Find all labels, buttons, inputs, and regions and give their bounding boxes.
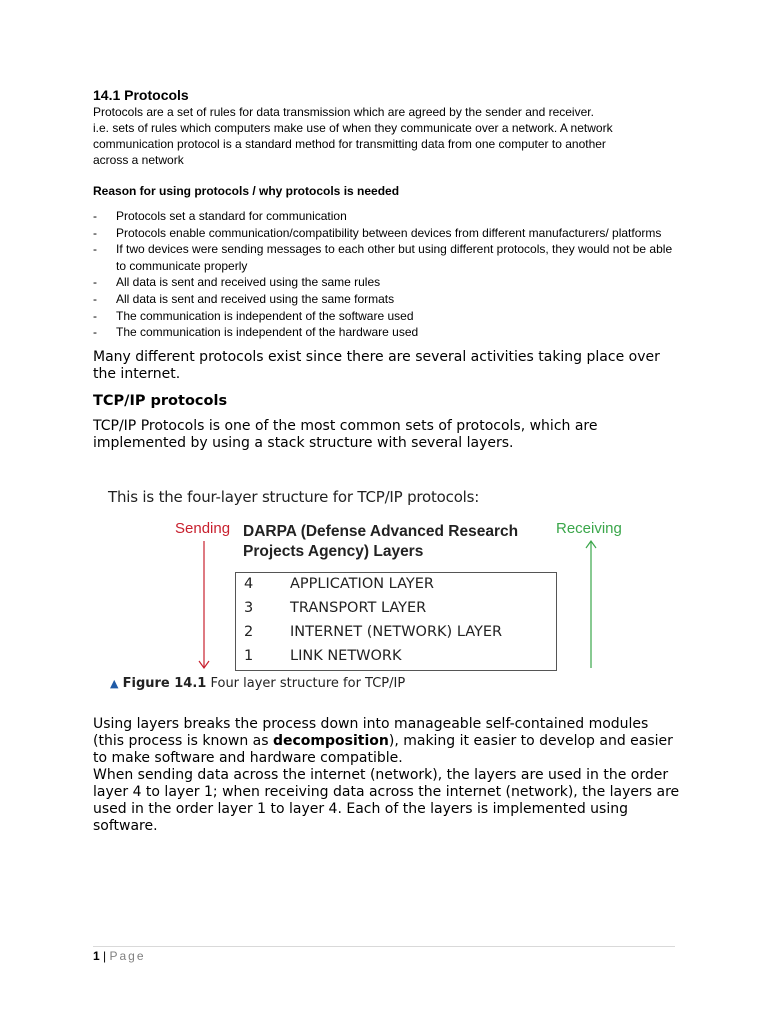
figure-intro-text: This is the four-layer structure for TCP/IP protocols: [108,488,480,506]
bullet-dash: - [93,291,97,306]
tcpip-figure [108,486,628,696]
reasons-heading: Reason for using protocols / why protocols is needed [93,184,400,198]
intro-line-1: Protocols are a set of rules for data transmission which are agreed by the sender and receiver. [93,105,594,119]
tcpip-intro-paragraph: TCP/IP Protocols is one of the most common sets of protocols, which are implemented by using a stack structure with several layers. [93,417,598,451]
layers-explanation [93,716,683,835]
layer-number: 1 [244,648,254,664]
decomposition-text-post: ), making it easier to develop and easier to make software and hardware compatible. [93,733,673,766]
reason-text: Protocols set a standard for communication [116,209,347,223]
layer-row [244,624,502,640]
bullet-dash: - [93,275,97,290]
footer-divider [93,946,675,947]
layer-order-paragraph: When sending data across the internet (network), the layers are used in the order layer 4 to layer 1; when receiving data across the internet (network), the layers are used in the order layer 1 to layer 4. Each of the layers is implemented using software. [93,767,680,834]
bullet-dash: - [93,308,97,323]
intro-line-2: i.e. sets of rules which computers make use of when they communicate over a network. A network [93,121,613,135]
figure-caption-text: Four layer structure for TCP/IP [206,676,406,691]
sending-arrow-down-icon [199,541,209,668]
bullet-dash: - [93,225,97,240]
layer-name: TRANSPORT LAYER [290,600,427,616]
bullet-dash: - [93,209,97,223]
tcpip-heading: TCP/IP protocols [93,392,228,409]
layer-number: 4 [244,576,254,592]
sending-label: Sending [175,520,231,537]
layer-row [244,648,402,664]
decomposition-term: decomposition [272,733,389,749]
darpa-line-2: Projects Agency) Layers [243,543,424,560]
reason-text: The communication is independent of the software used [116,308,414,323]
list-item [93,274,675,291]
intro-line-3: communication protocol is a standard method for transmitting data from one computer to another [93,137,606,151]
receiving-label: Receiving [556,520,622,537]
decomposition-text-pre: Using layers breaks the process down into manageable self-contained modules (this process is known as [93,716,649,749]
list-item [93,291,675,308]
list-item [93,225,675,242]
layer-number: 3 [244,600,254,616]
list-item [93,324,675,341]
layer-row [244,576,434,592]
darpa-heading [243,522,518,562]
reason-text: All data is sent and received using the same formats [116,291,395,306]
section-title: 14.1 Protocols [93,87,189,103]
list-item [93,308,675,325]
page-body [93,86,675,452]
reason-text: If two devices were sending messages to each other but using different protocols, they would not be able to communicate properly [116,242,673,273]
triangle-marker-icon: ▲ [110,677,119,690]
page-label: Page [109,949,146,963]
layer-name: LINK NETWORK [290,648,402,664]
reasons-list [93,208,675,341]
layer-name: APPLICATION LAYER [290,576,434,592]
many-protocols-paragraph: Many different protocols exist since there are several activities taking place over the internet. [93,348,660,382]
bullet-dash: - [93,325,97,340]
decomposition-paragraph [93,716,683,767]
page-number: 1 [93,949,100,963]
page-footer [93,949,146,963]
footer-separator: | [99,949,110,963]
reason-text: The communication is independent of the hardware used [116,325,419,340]
figure-number: Figure 14.1 [122,676,207,691]
darpa-line-1: DARPA (Defense Advanced Research [243,523,519,540]
layer-name: INTERNET (NETWORK) LAYER [290,624,503,640]
reason-text: Protocols enable communication/compatibility between devices from different manufacturers/ platforms [116,225,662,240]
intro-line-4: across a network [93,153,184,167]
bullet-dash: - [93,242,97,257]
layer-table [235,572,557,671]
figure-caption [110,676,405,691]
layer-number: 2 [244,624,254,640]
list-item [93,208,675,225]
receiving-arrow-up-icon [586,541,596,668]
layer-row [244,600,426,616]
list-item [93,241,675,274]
reason-text: All data is sent and received using the same rules [116,275,381,290]
